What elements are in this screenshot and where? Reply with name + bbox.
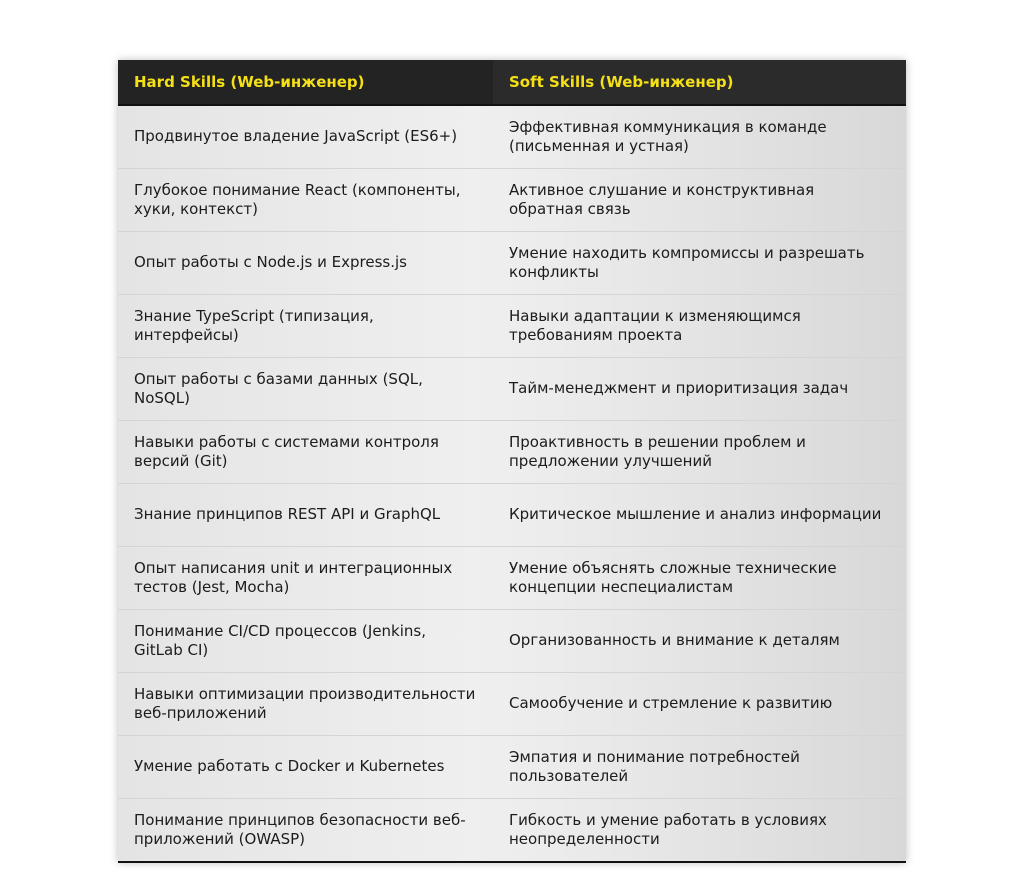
hard-skill-cell: Навыки оптимизации производительности веб-приложений — [118, 672, 493, 735]
soft-skill-cell: Проактивность в решении проблем и предложении улучшений — [493, 420, 906, 483]
soft-skill-cell: Умение находить компромиссы и разрешать конфликты — [493, 231, 906, 294]
table-row — [118, 420, 906, 483]
table-row — [118, 231, 906, 294]
hard-skill-cell: Продвинутое владение JavaScript (ES6+) — [134, 127, 458, 146]
table-row — [118, 546, 906, 609]
hard-skill-cell: Опыт работы с Node.js и Express.js — [118, 231, 493, 294]
soft-skill-cell: Гибкость и умение работать в условиях неопределенности — [493, 798, 906, 861]
soft-skill-cell: Критическое мышление и анализ информации — [493, 483, 906, 546]
header-hard-skills: Hard Skills (Web-инженер) — [118, 60, 493, 104]
table-row — [118, 294, 906, 357]
table-body — [118, 106, 906, 861]
hard-skill-cell: Понимание принципов безопасности веб-приложений (OWASP) — [118, 798, 493, 861]
soft-skill-cell: Умение объяснять сложные технические концепции неспециалистам — [493, 546, 906, 609]
table-header — [118, 60, 906, 106]
hard-skill-cell: Навыки работы с системами контроля версий (Git) — [118, 420, 493, 483]
soft-skill-cell: Самообучение и стремление к развитию — [493, 672, 906, 735]
header-soft-skills: Soft Skills (Web-инженер) — [493, 60, 906, 104]
table-row — [118, 798, 906, 861]
table-row — [118, 735, 906, 798]
soft-skill-cell: Эффективная коммуникация в команде (письменная и устная) — [509, 117, 827, 155]
hard-skill-cell: Знание TypeScript (типизация, интерфейсы) — [118, 294, 493, 357]
table-row — [118, 609, 906, 672]
table-row — [118, 483, 906, 546]
hard-skill-cell: Умение работать с Docker и Kubernetes — [118, 735, 493, 798]
soft-skill-cell: Навыки адаптации к изменяющимся требованиям проекта — [493, 294, 906, 357]
soft-skill-cell: Активное слушание и конструктивная обратная связь — [493, 168, 906, 231]
table-row — [118, 106, 906, 168]
hard-skill-cell: Опыт работы с базами данных (SQL, NoSQL) — [118, 357, 493, 420]
hard-skill-cell: Глубокое понимание React (компоненты, хуки, контекст) — [118, 168, 493, 231]
table-row — [118, 357, 906, 420]
hard-skill-cell: Опыт написания unit и интеграционных тестов (Jest, Mocha) — [118, 546, 493, 609]
table-row — [118, 672, 906, 735]
table-row — [118, 168, 906, 231]
soft-skill-cell: Организованность и внимание к деталям — [493, 609, 906, 672]
soft-skill-cell: Тайм-менеджмент и приоритизация задач — [493, 357, 906, 420]
skills-table — [118, 60, 906, 863]
hard-skill-cell: Понимание CI/CD процессов (Jenkins, GitLab CI) — [118, 609, 493, 672]
soft-skill-cell: Эмпатия и понимание потребностей пользователей — [493, 735, 906, 798]
hard-skill-cell: Знание принципов REST API и GraphQL — [118, 483, 493, 546]
